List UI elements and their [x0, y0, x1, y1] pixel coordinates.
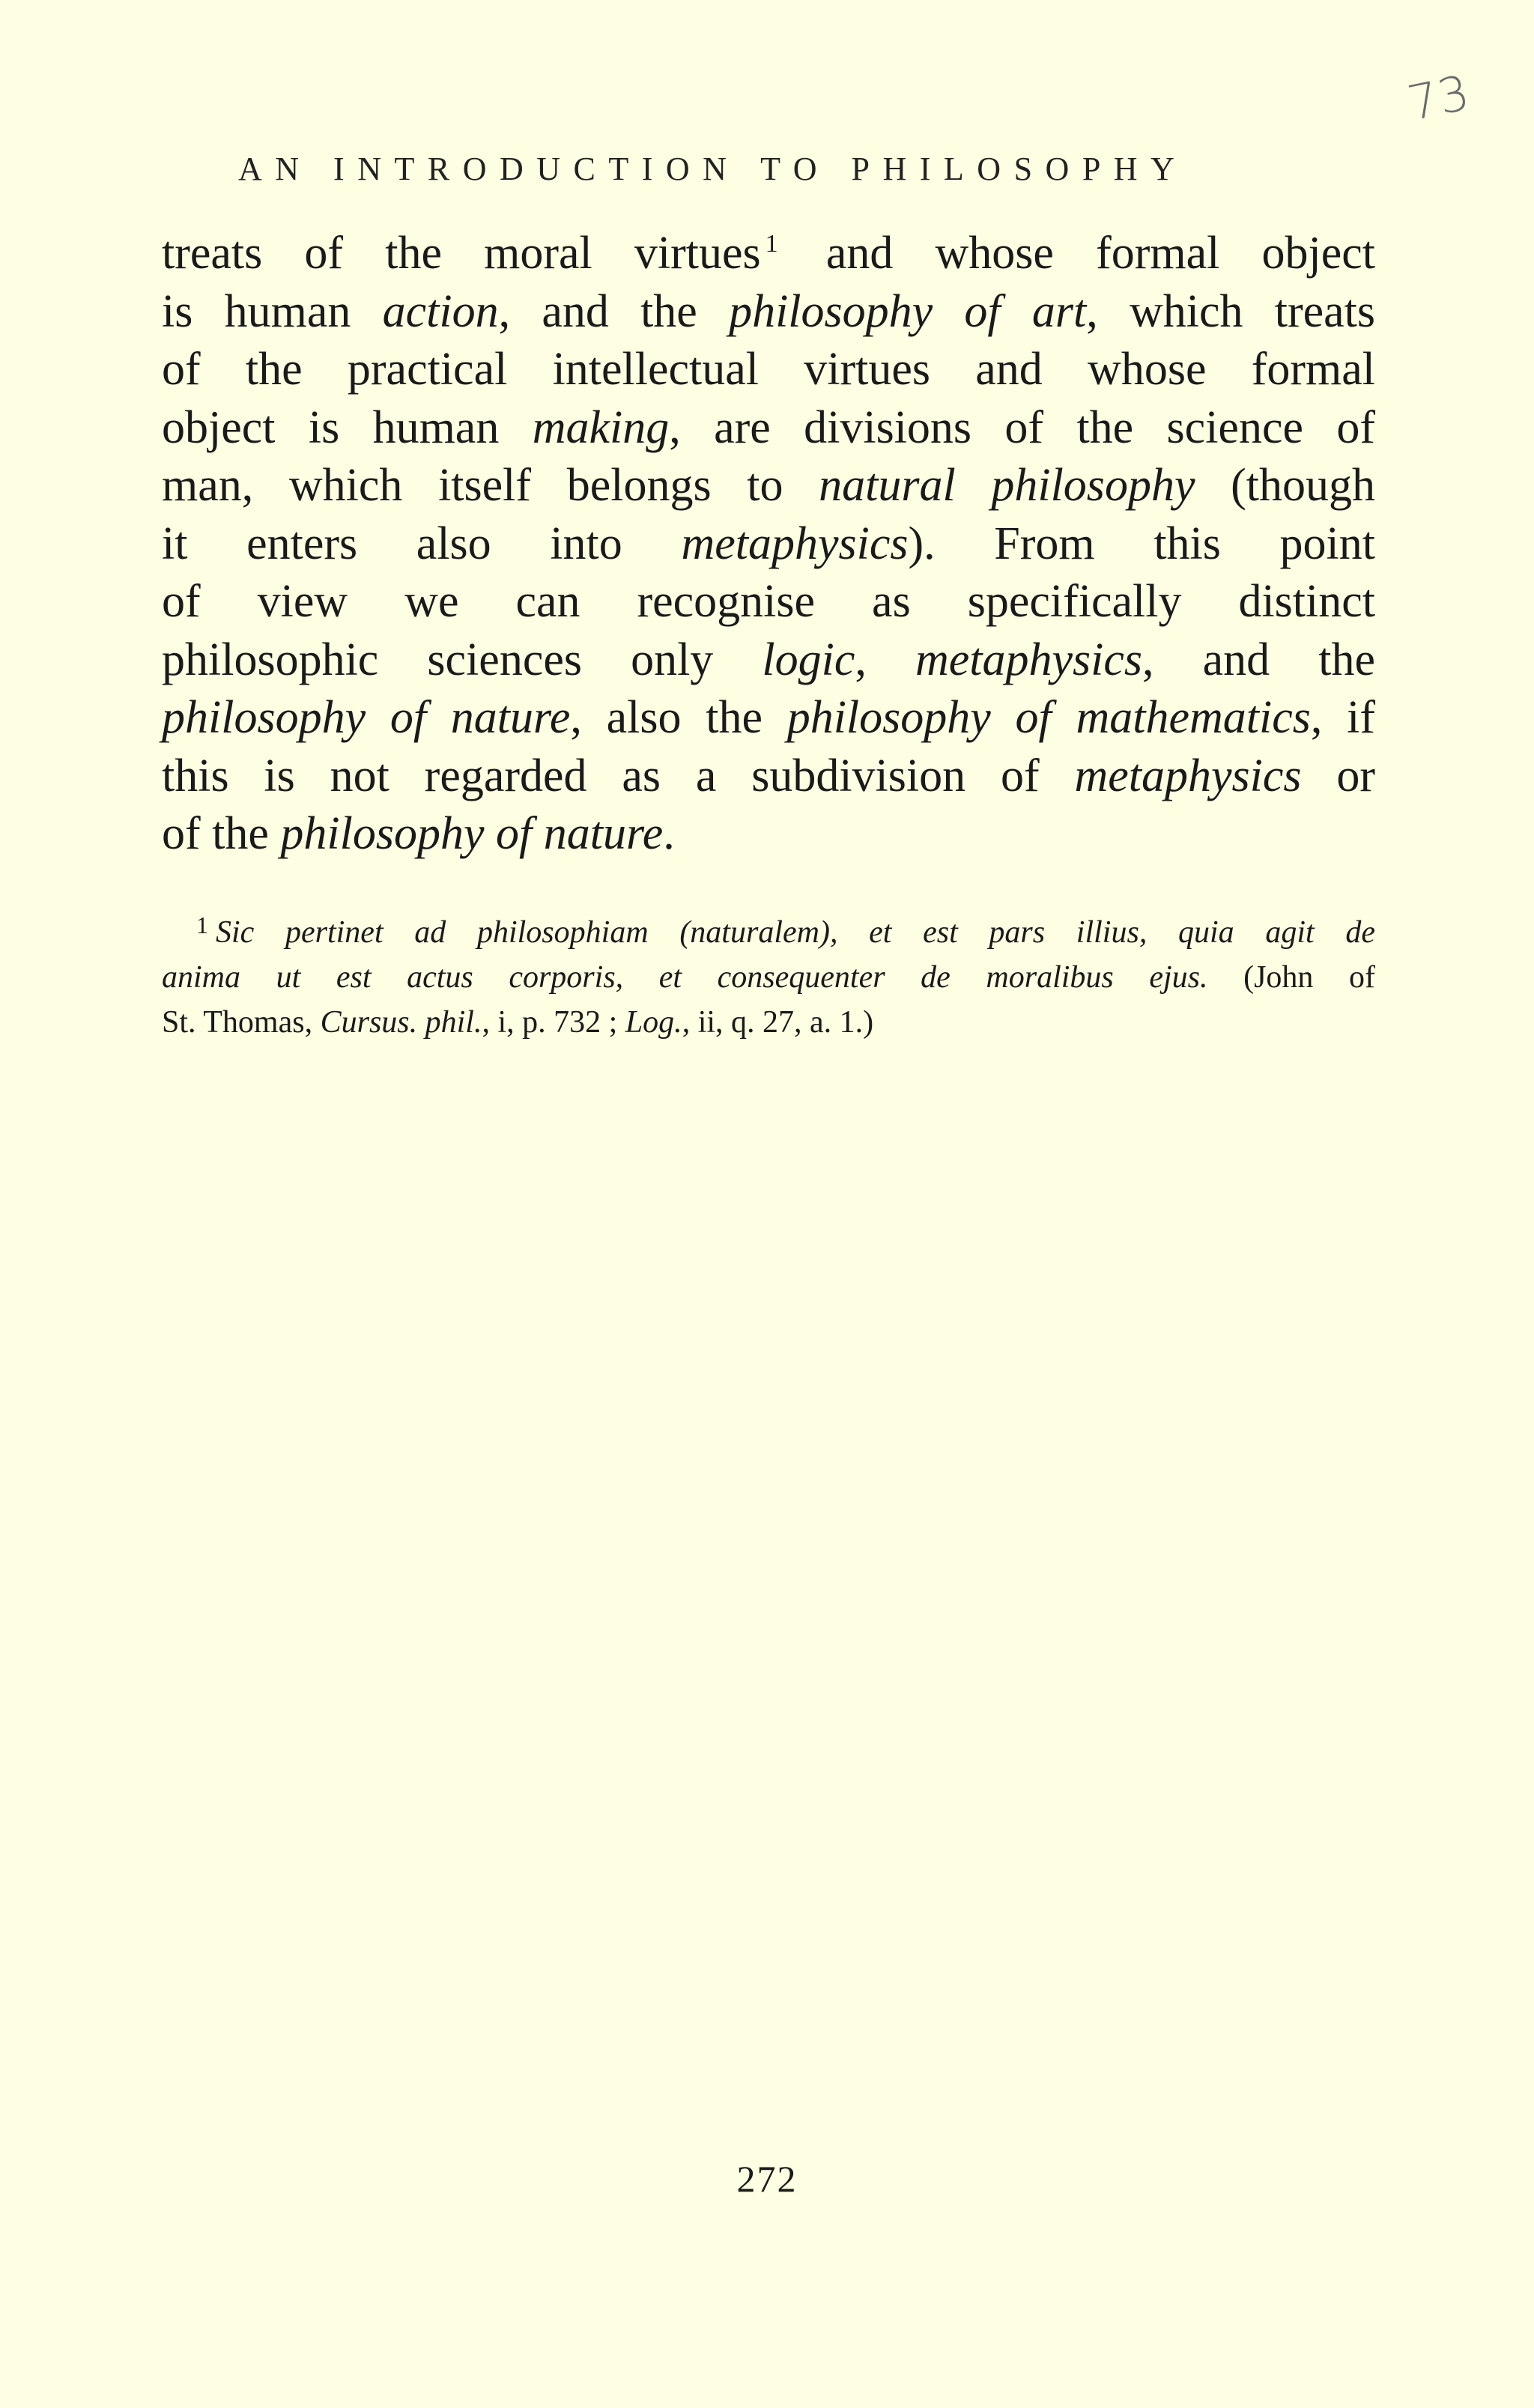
italic-term: making	[532, 401, 670, 453]
italic-term: natural philosophy	[819, 460, 1195, 511]
italic-term: metaphysics	[681, 518, 909, 569]
italic-term: philosophy of art	[729, 285, 1087, 337]
citation-title: Log.	[625, 1005, 682, 1040]
latin-quote: Sic pertinet ad philosophiam (naturalem), et est pars illius, quia agit de	[216, 915, 1375, 950]
page-number: 272	[736, 2158, 798, 2200]
running-head: AN INTRODUCTION TO PHILOSOPHY	[238, 151, 1188, 187]
citation-title: Cursus. phil.	[320, 1005, 482, 1040]
text-line: object is human making, are divisions of the science of	[162, 401, 1375, 453]
text-line: of the practical intellectual virtues and whose formal	[162, 344, 1375, 395]
italic-term: philosophy of mathematics	[786, 692, 1311, 743]
text-line: this is not regarded as a subdivision of metaphysics or	[162, 750, 1375, 801]
footnote	[162, 910, 1375, 1045]
italic-term: metaphysics	[915, 634, 1143, 685]
text-line: of the philosophy of nature.	[162, 808, 675, 859]
body-paragraph	[162, 225, 1375, 864]
italic-term: metaphysics	[1074, 750, 1302, 801]
italic-term: philosophy of nature	[162, 692, 571, 743]
text-line: man, which itself belongs to natural philosophy (though	[162, 460, 1375, 511]
footnote-reference: 1	[765, 230, 778, 258]
footnote-line: St. Thomas, Cursus. phil., i, p. 732 ; Log., ii, q. 27, a. 1.)	[162, 1005, 874, 1040]
italic-term: philosophy of nature	[280, 808, 664, 859]
text-line: philosophic sciences only logic, metaphysics, and the	[162, 634, 1376, 685]
footnote-marker: 1	[196, 912, 208, 938]
latin-quote: anima ut est actus corporis, et consequenter de moralibus ejus.	[162, 960, 1208, 995]
italic-term: logic	[762, 634, 855, 685]
text-line: philosophy of nature, also the philosophy of mathematics, if	[162, 692, 1375, 743]
footnote-line: anima ut est actus corporis, et consequenter de moralibus ejus. (John of	[162, 960, 1375, 995]
handwritten-annotation: 73	[1403, 65, 1475, 133]
text-line: is human action, and the philosophy of art, which treats	[162, 285, 1376, 337]
footnote-line	[162, 910, 1375, 955]
text-line: it enters also into metaphysics). From this point	[162, 518, 1376, 569]
text-line: of view we can recognise as specifically distinct	[162, 576, 1375, 627]
italic-term: action	[382, 285, 499, 337]
text-line: treats of the moral virtues $^1$ and whose formal object	[162, 228, 1375, 279]
